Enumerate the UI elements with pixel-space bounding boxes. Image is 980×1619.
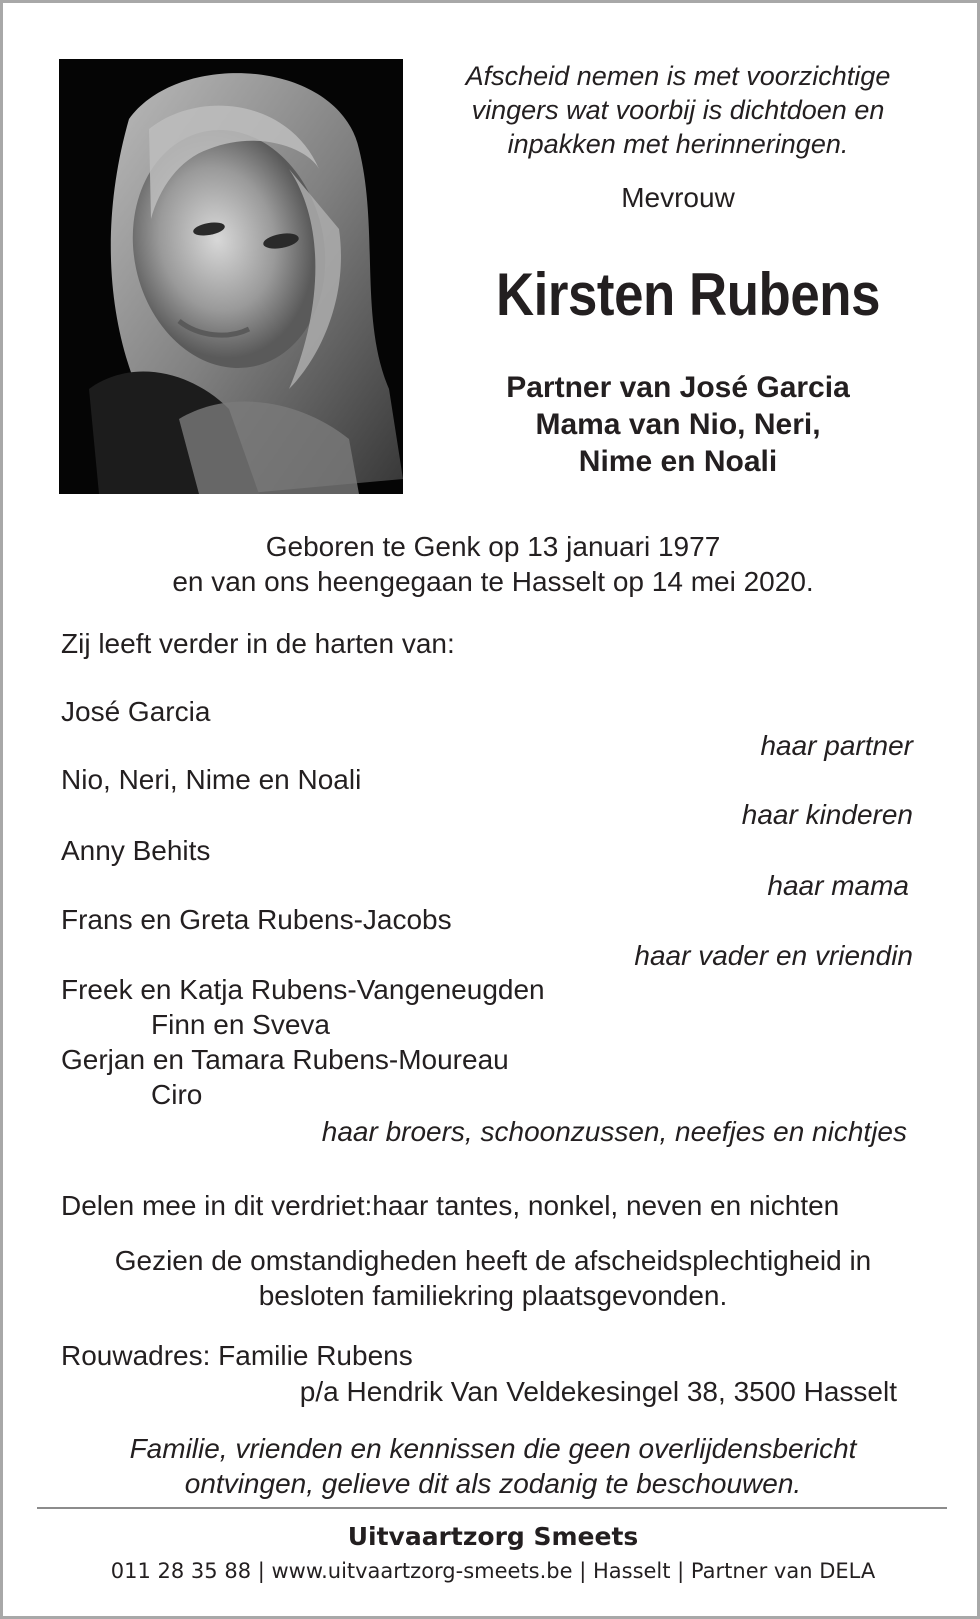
portrait-photo	[59, 59, 403, 494]
mourner-name: Nio, Neri, Nime en Noali	[61, 764, 362, 795]
mourner-role: haar partner	[760, 730, 913, 761]
relation-line: Nime en Noali	[578, 445, 778, 478]
mourner-role: haar vader en vriendin	[634, 940, 913, 971]
closing-notice	[43, 1431, 943, 1501]
share-grief-line: Delen mee in dit verdriet:haar tantes, nonkel, neven en nichten	[61, 1190, 840, 1221]
undertaker-contact: 011 28 35 88 | www.uitvaartzorg-smeets.be | Hasselt | Partner van DELA	[110, 1559, 876, 1583]
mourning-address: p/a Hendrik Van Veldekesingel 38, 3500 Hasselt	[299, 1376, 897, 1407]
footer-divider	[37, 1507, 947, 1509]
mourner-role: haar kinderen	[741, 799, 913, 830]
passed-line: en van ons heengegaan te Hasselt op 14 mei 2020.	[172, 566, 814, 597]
born-line: Geboren te Genk op 13 januari 1977	[265, 531, 721, 562]
ceremony-line: besloten familiekring plaatsgevonden.	[258, 1280, 728, 1311]
deceased-name: Kirsten Rubens	[495, 261, 881, 328]
quote-line: vingers wat voorbij is dichtdoen en	[471, 95, 885, 125]
quote-line: inpakken met herinneringen.	[507, 129, 849, 159]
honorific: Mevrouw	[621, 182, 735, 213]
relation-line: Partner van José Garcia	[506, 371, 850, 404]
mourner-name: Freek en Katja Rubens-Vangeneugden	[61, 974, 545, 1005]
notice-line: Familie, vrienden en kennissen die geen overlijdensbericht	[129, 1433, 857, 1464]
ceremony-note	[43, 1243, 943, 1313]
relations	[413, 369, 943, 480]
quote-line: Afscheid nemen is met voorzichtige	[465, 61, 891, 91]
mourner-name: Frans en Greta Rubens-Jacobs	[61, 904, 452, 935]
mourners-intro: Zij leeft verder in de harten van:	[61, 628, 455, 659]
mourner-role: haar broers, schoonzussen, neefjes en nichtjes	[321, 1116, 907, 1147]
mourner-child: Ciro	[151, 1079, 203, 1110]
notice-line: ontvingen, gelieve dit als zodanig te beschouwen.	[184, 1468, 802, 1499]
mourning-address-label: Rouwadres: Familie Rubens	[61, 1340, 413, 1371]
ceremony-line: Gezien de omstandigheden heeft de afscheidsplechtigheid in	[114, 1245, 872, 1276]
mourner-name: Anny Behits	[61, 835, 211, 866]
relation-line: Mama van Nio, Neri,	[535, 408, 821, 441]
undertaker-name: Uitvaartzorg Smeets	[347, 1522, 639, 1551]
opening-quote	[413, 59, 943, 161]
mourner-role: haar mama	[767, 870, 909, 901]
birth-death-dates	[43, 529, 943, 599]
mourner-name: Gerjan en Tamara Rubens-Moureau	[61, 1044, 509, 1075]
mourner-child: Finn en Sveva	[151, 1009, 330, 1040]
mourner-name: José Garcia	[61, 696, 211, 727]
